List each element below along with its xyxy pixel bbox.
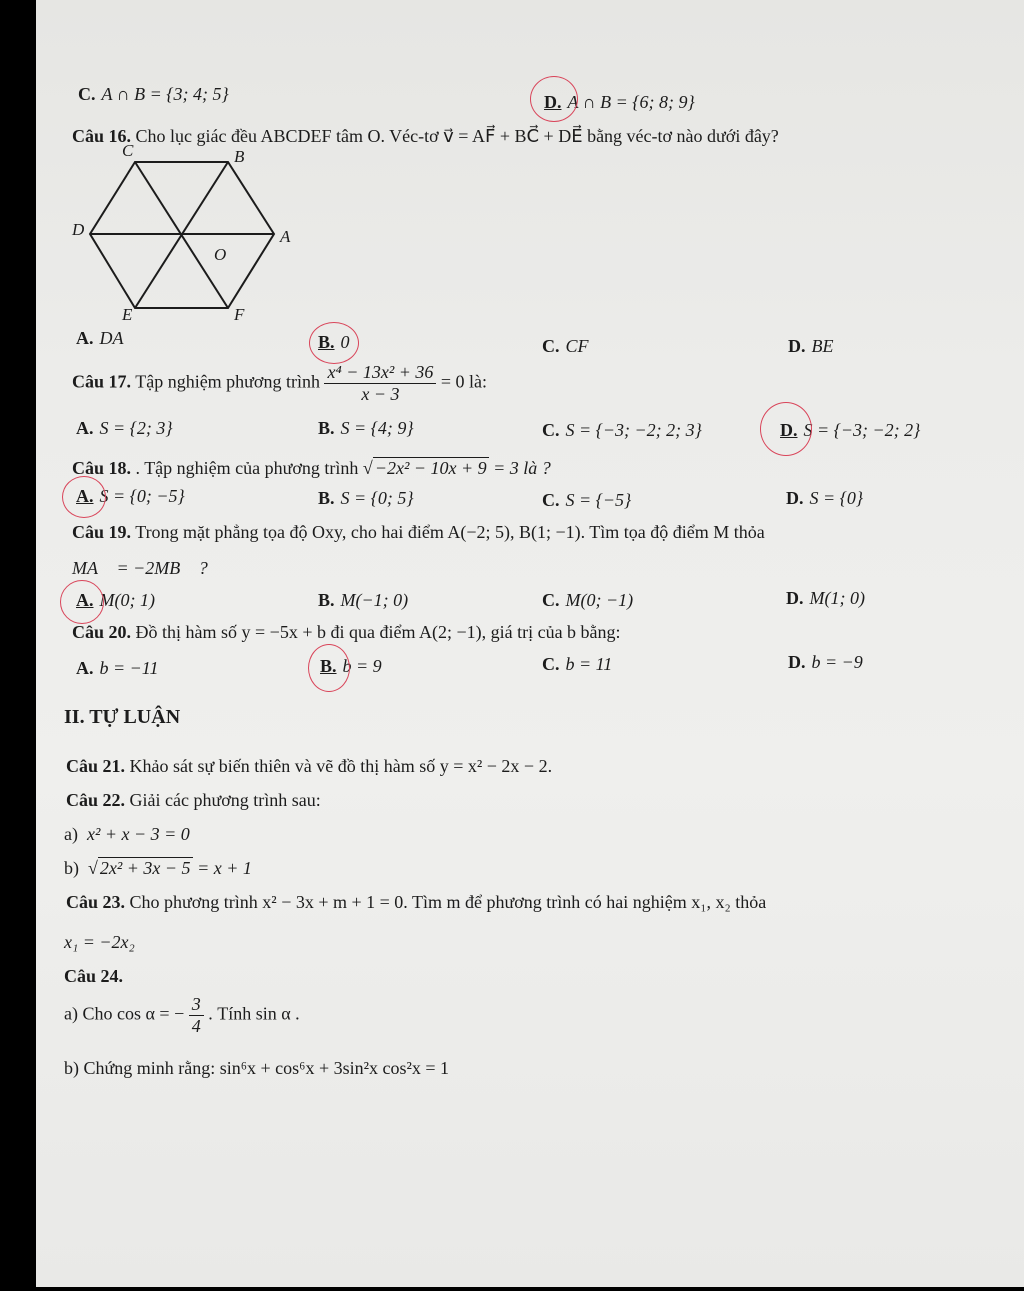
q16-option-b: B. 0⃗ [318, 332, 364, 352]
vertex-label-d: D [72, 220, 85, 239]
q17-option-d: D. S = {−3; −2; 2} [780, 420, 921, 440]
q15-option-c: C. A ∩ B = {3; 4; 5} [78, 84, 229, 104]
answer-circle-mark [530, 76, 578, 122]
q24-label: Câu 24. [64, 966, 124, 986]
vertex-label-b: B [234, 147, 245, 166]
q23-stem: Câu 23. Cho phương trình x² − 3x + m + 1 = 0. Tìm m để phương trình có hai nghiệm x₁, x₂ thỏa [66, 892, 767, 912]
q22-part-b: b) √ 2x² + 3x − 5 = x + 1 [64, 858, 252, 878]
vertex-label-c: C [122, 141, 134, 160]
q19-option-b: B. M(−1; 0) [318, 590, 409, 610]
q18-option-a: A. S = {0; −5} [76, 486, 185, 506]
vertex-label-e: E [122, 305, 133, 324]
q18-option-b: B. S = {0; 5} [318, 488, 414, 508]
q21-stem: Câu 21. Khảo sát sự biến thiên và vẽ đồ thị hàm số y = x² − 2x − 2. [66, 756, 553, 776]
q20-stem: Câu 20. Đồ thị hàm số y = −5x + b đi qua điểm A(2; −1), giá trị của b bằng: [72, 622, 621, 642]
q24-fraction: $\frac{3}{4}$ [189, 994, 204, 1037]
q19-condition: MA⃗ = −2MB⃗ ? [72, 558, 208, 578]
exam-paper [36, 0, 1024, 1287]
q16-option-c: C. CF⃗ [542, 336, 603, 356]
answer-circle-mark [308, 644, 350, 692]
q17-option-b: B. S = {4; 9} [318, 418, 414, 438]
vertex-label-f: F [234, 305, 245, 324]
answer-circle-mark [60, 580, 104, 624]
q23-condition: x₁ = −2x₂ [64, 932, 135, 952]
q24-part-a: a) Cho cos α = − $\frac{3}{4}$ . Tính sin α . [64, 994, 300, 1036]
q18-option-d: D. S = {0} [786, 488, 864, 508]
q19-option-d: D. M(1; 0) [786, 588, 865, 608]
q20-option-a: A. b = −11 [76, 658, 159, 678]
q19-option-c: C. M(0; −1) [542, 590, 634, 610]
q16-option-d: D. BE⃗ [788, 336, 848, 356]
q22-stem: Câu 22. Giải các phương trình sau: [66, 790, 321, 810]
q16-option-a: A. DA⃗ [76, 328, 138, 348]
q20-option-c: C. b = 11 [542, 654, 613, 674]
q16-stem: Câu 16. Cho lục giác đều ABCDEF tâm O. Véc-tơ v⃗ = AF⃗ + BC⃗ + DE⃗ bằng véc-tơ nào dưới đây? [72, 126, 779, 146]
q22-part-a: a) x² + x − 3 = 0 [64, 824, 190, 844]
q17-option-a: A. S = {2; 3} [76, 418, 173, 438]
q24-part-b: b) Chứng minh rằng: sin⁶x + cos⁶x + 3sin²x cos²x = 1 [64, 1058, 450, 1078]
q19-option-a: A. M(0; 1) [76, 590, 155, 610]
q20-option-d: D. b = −9 [788, 652, 863, 672]
q18-stem: Câu 18. . Tập nghiệm của phương trình √ −2x² − 10x + 9 = 3 là ? [72, 458, 551, 478]
q15-option-d: D. A ∩ B = {6; 8; 9} [544, 92, 695, 112]
answer-circle-mark [309, 322, 359, 364]
q19-stem: Câu 19. Trong mặt phẳng tọa độ Oxy, cho hai điểm A(−2; 5), B(1; −1). Tìm tọa độ điểm M thỏa [72, 522, 765, 542]
answer-circle-mark [760, 402, 812, 456]
answer-circle-mark [62, 476, 106, 518]
q20-option-b: B. b = 9 [320, 656, 382, 676]
q18-option-c: C. S = {−5} [542, 490, 632, 510]
q17-fraction: $\frac{\text{x⁴ − 13x² + 36}}{x - 3}$ [324, 362, 436, 405]
center-label-o: O [214, 245, 227, 264]
q17-option-c: C. S = {−3; −2; 2; 3} [542, 420, 702, 440]
hexagon-figure [66, 140, 326, 330]
vertex-label-a: A [280, 227, 291, 246]
section-title: II. TỰ LUẬN [64, 706, 181, 728]
q17-stem: Câu 17. Tập nghiệm phương trình $\frac{\text{x⁴ − 13x² + 36}}{x - 3}$ = 0 là: [72, 362, 488, 404]
